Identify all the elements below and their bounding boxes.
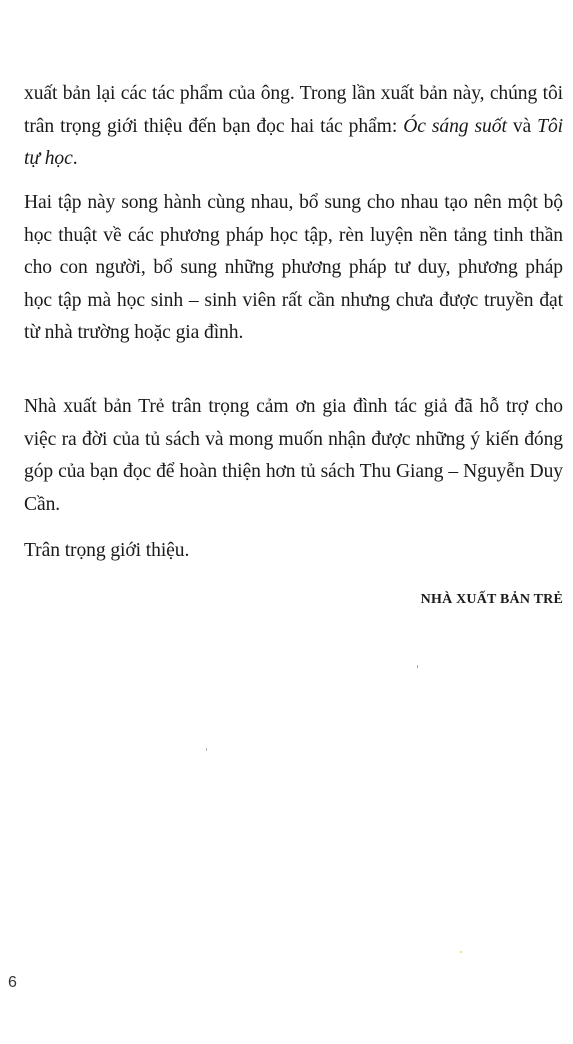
period-text: .: [72, 148, 78, 170]
paragraph-thanks: Nhà xuất bản Trẻ trân trọng cảm ơn gia đình tác giả đã hỗ trợ cho việc ra đời của tủ sách và mong muốn nhận được những ý kiến đóng góp của bạn đọc để hoàn thiện hơn tủ sách Thu Giang – Nguyễn Duy Cần.: [24, 396, 563, 515]
book-title-toi-tu-hoc: Tôi tự học: [24, 115, 563, 170]
scan-speck: [206, 748, 207, 751]
scan-speck: [460, 951, 462, 953]
conjunction-text: và: [506, 115, 538, 137]
scan-speck: [417, 665, 418, 668]
publisher-signature: NHÀ XUẤT BẢN TRẺ: [420, 592, 563, 607]
paragraph-intro: [24, 78, 563, 176]
intro-text: xuất bản lại các tác phẩm của ông. Trong lần xuất bản này, chúng tôi trân trọng giới thiệu đến bạn đọc hai tác phẩm:: [24, 83, 563, 137]
book-title-oc-sang-suot: Óc sáng suốt: [403, 115, 507, 137]
paragraph-description: Hai tập này song hành cùng nhau, bổ sung cho nhau tạo nên một bộ học thuật về các phương pháp học tập, rèn luyện nền tảng tinh thần cho con người, bổ sung những phương pháp tư duy, phương pháp học tập mà học sinh – sinh viên rất cần nhưng chưa được truyền đạt từ nhà trường hoặc gia đình.: [24, 192, 563, 344]
paragraph-closing: Trân trọng giới thiệu.: [24, 540, 190, 561]
page-number: 6: [8, 974, 17, 991]
